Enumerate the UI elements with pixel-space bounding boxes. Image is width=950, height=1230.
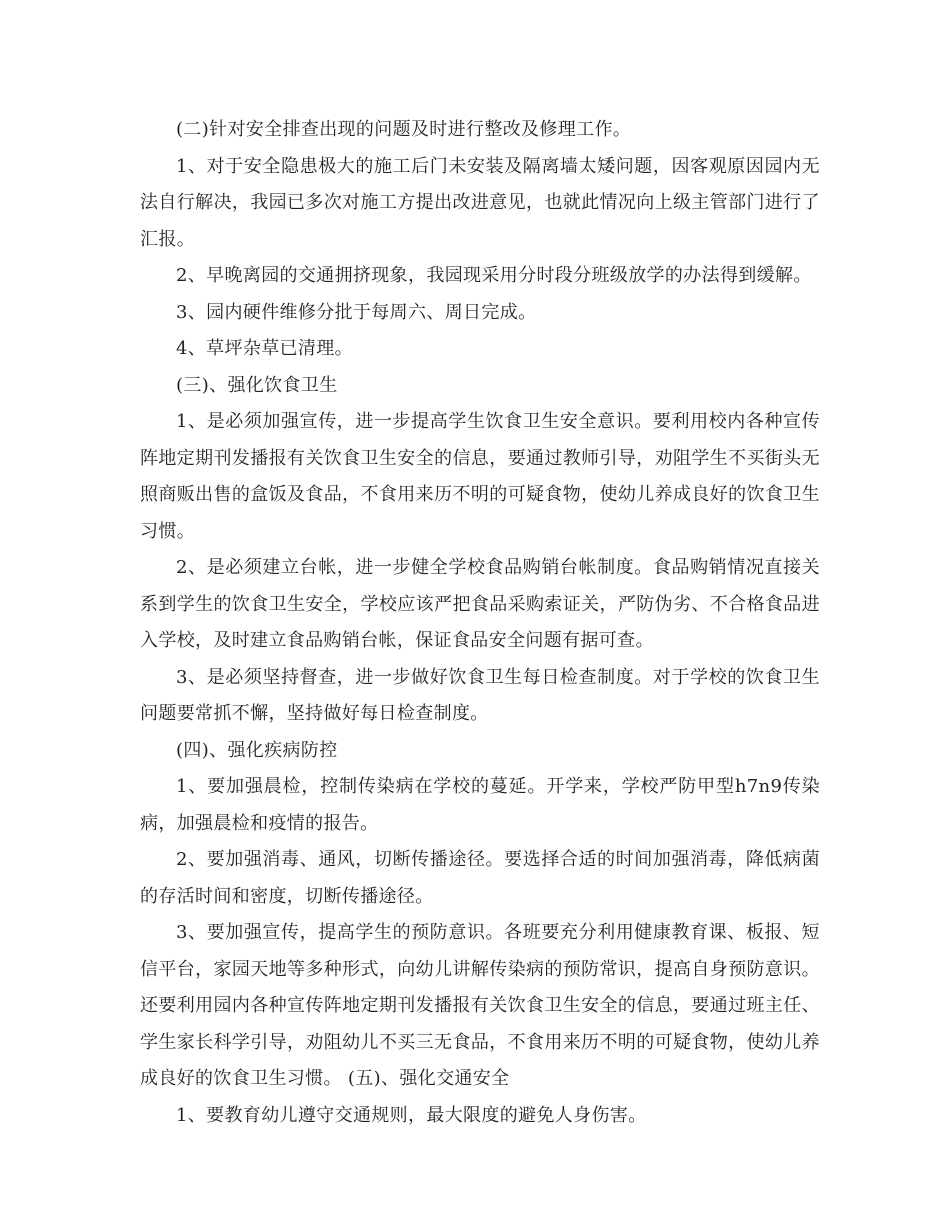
- paragraph-disease-3: 3、要加强宣传，提高学生的预防意识。各班要充分利用健康教育课、板报、短信平台，家园天地等多种形式，向幼儿讲解传染病的预防常识，提高自身预防意识。还要利用园内各种宣传阵地定期刊发播报有关饮食卫生安全的信息，要通过班主任、学生家长科学引导，劝阻幼儿不买三无食品，不食用来历不明的可疑食物，使幼儿养成良好的饮食卫生习惯。 (五)、强化交通安全: [140, 922, 820, 1089]
- paragraph-disease-2: 2、要加强消毒、通风，切断传播途径。要选择合适的时间加强消毒，降低病菌的存活时间和密度，切断传播途径。: [140, 849, 820, 907]
- paragraph-food-1: 1、是必须加强宣传，进一步提高学生饮食卫生安全意识。要利用校内各种宣传阵地定期刊发播报有关饮食卫生安全的信息，要通过教师引导，劝阻学生不买街头无照商贩出售的盒饭及食品，不食用来历不明的可疑食物，使幼儿养成良好的饮食卫生习惯。: [140, 411, 820, 542]
- section-heading-rectification: (二)针对安全排查出现的问题及时进行整改及修理工作。: [176, 119, 632, 140]
- section-heading-food-hygiene: (三)、强化饮食卫生: [176, 374, 338, 396]
- document-body: [140, 112, 820, 1134]
- paragraph-food-3: 3、是必须坚持督查，进一步做好饮食卫生每日检查制度。对于学校的饮食卫生问题要常抓不懈，坚持做好每日检查制度。: [140, 666, 820, 724]
- paragraph-item-1: 1、对于安全隐患极大的施工后门未安装及隔离墙太矮问题，因客观原因园内无法自行解决，我园已多次对施工方提出改进意见，也就此情况向上级主管部门进行了汇报。: [140, 155, 820, 250]
- paragraph-item-4: 4、草坪杂草已清理。: [176, 338, 353, 359]
- paragraph-traffic-1: 1、要教育幼儿遵守交通规则，最大限度的避免人身伤害。: [176, 1104, 647, 1126]
- paragraph-food-2: 2、是必须建立台帐，进一步健全学校食品购销台帐制度。食品购销情况直接关系到学生的饮食卫生安全，学校应该严把食品采购索证关，严防伪劣、不合格食品进入学校，及时建立食品购销台帐，保证食品安全问题有据可查。: [140, 557, 820, 651]
- paragraph-item-3: 3、园内硬件维修分批于每周六、周日完成。: [176, 301, 537, 323]
- section-heading-disease-control: (四)、强化疾病防控: [176, 739, 338, 761]
- paragraph-item-2: 2、早晚离园的交通拥挤现象，我园现采用分时段分班级放学的办法得到缓解。: [176, 265, 812, 286]
- paragraph-disease-1: 1、要加强晨检，控制传染病在学校的蔓延。开学来，学校严防甲型h7n9传染病，加强晨检和疫情的报告。: [140, 776, 820, 834]
